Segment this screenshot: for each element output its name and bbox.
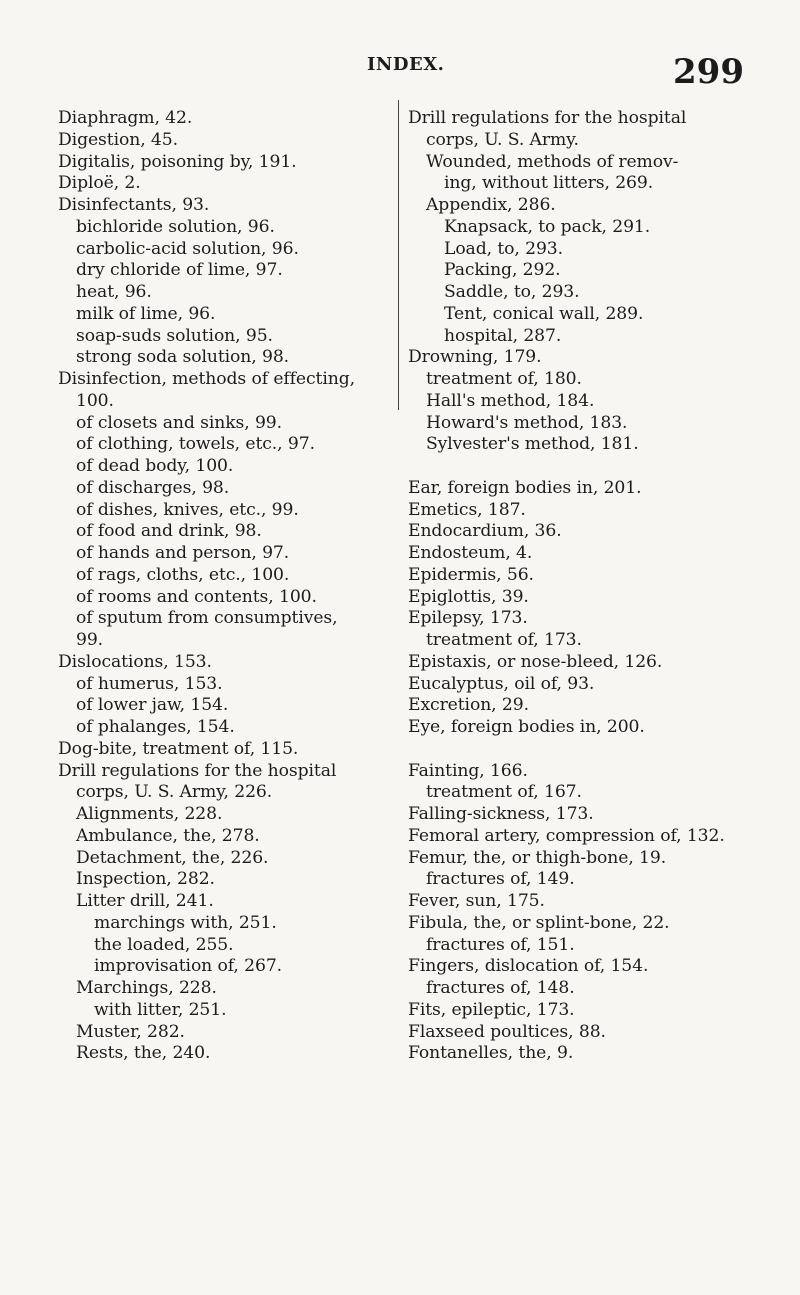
section-gap bbox=[408, 456, 748, 478]
index-entry: Epidermis, 56. bbox=[408, 564, 534, 585]
index-subentry: of dead body, 100. bbox=[76, 456, 234, 476]
index-entry: Fever, sun, 175. bbox=[408, 891, 545, 911]
index-subentry: dry chloride of lime, 97. bbox=[76, 260, 283, 281]
index-subentry: corps, U. S. Army, 226. bbox=[76, 782, 273, 803]
index-entry: Drill regulations for the hospital bbox=[408, 108, 687, 128]
index-subentry: of clothing, towels, etc., 97. bbox=[76, 434, 315, 455]
index-column-right bbox=[408, 108, 748, 1065]
index-subentry: milk of lime, 96. bbox=[76, 303, 216, 324]
index-entry: Digestion, 45. bbox=[58, 129, 178, 150]
index-subentry: of food and drink, 98. bbox=[76, 521, 262, 542]
index-subentry: Litter drill, 241. bbox=[76, 891, 214, 911]
index-subentry: treatment of, 167. bbox=[426, 782, 582, 803]
index-entry: Diploë, 2. bbox=[58, 173, 141, 194]
index-entry: Endocardium, 36. bbox=[408, 521, 562, 542]
index-subentry: Ambulance, the, 278. bbox=[76, 825, 260, 846]
index-subentry: Alignments, 228. bbox=[76, 804, 223, 824]
index-entry: Disinfectants, 93. bbox=[58, 195, 210, 215]
index-subentry: fractures of, 149. bbox=[426, 869, 575, 890]
index-subentry: 99. bbox=[76, 630, 104, 650]
index-subentry: of rags, cloths, etc., 100. bbox=[76, 564, 290, 585]
index-entry: Flaxseed poultices, 88. bbox=[408, 1021, 606, 1042]
index-subentry: of dishes, knives, etc., 99. bbox=[76, 499, 299, 520]
index-subentry: 100. bbox=[76, 390, 114, 411]
index-subentry: treatment of, 180. bbox=[426, 369, 582, 389]
index-subentry: Howard's method, 183. bbox=[426, 412, 628, 433]
index-column-left bbox=[58, 108, 406, 1065]
index-subentry: with litter, 251. bbox=[94, 999, 227, 1020]
index-entry: Digitalis, poisoning by, 191. bbox=[58, 151, 297, 172]
index-subentry: of sputum from consumptives, bbox=[76, 608, 338, 629]
index-subentry: fractures of, 151. bbox=[426, 934, 575, 955]
index-subentry: fractures of, 148. bbox=[426, 978, 575, 998]
index-subentry: Appendix, 286. bbox=[426, 195, 556, 215]
index-subentry: ing, without litters, 269. bbox=[444, 173, 654, 194]
index-subentry: Rests, the, 240. bbox=[76, 1043, 211, 1064]
index-entry: Fingers, dislocation of, 154. bbox=[408, 956, 649, 977]
page-number: 299 bbox=[673, 52, 744, 92]
index-entry: Epilepsy, 173. bbox=[408, 608, 528, 629]
index-entry: Fontanelles, the, 9. bbox=[408, 1043, 574, 1064]
index-entry: Drowning, 179. bbox=[408, 347, 542, 368]
index-subentry: of lower jaw, 154. bbox=[76, 695, 229, 716]
index-entry: Fits, epileptic, 173. bbox=[408, 999, 575, 1020]
index-entry: Femoral artery, compression of, 132. bbox=[408, 825, 725, 846]
index-subentry: Inspection, 282. bbox=[76, 869, 215, 890]
index-subentry: Load, to, 293. bbox=[444, 238, 563, 259]
index-entry: Emetics, 187. bbox=[408, 499, 526, 520]
index-subentry: of humerus, 153. bbox=[76, 673, 223, 694]
index-entry: Dislocations, 153. bbox=[58, 651, 212, 672]
index-subentry: Tent, conical wall, 289. bbox=[444, 303, 644, 324]
index-subentry: Detachment, the, 226. bbox=[76, 847, 269, 868]
index-entry: Epistaxis, or nose-bleed, 126. bbox=[408, 651, 663, 672]
index-entry: Excretion, 29. bbox=[408, 695, 529, 716]
index-subentry: soap-suds solution, 95. bbox=[76, 325, 273, 346]
running-head: INDEX. bbox=[367, 54, 445, 75]
index-subentry: heat, 96. bbox=[76, 282, 152, 302]
index-entry: Diaphragm, 42. bbox=[58, 108, 193, 128]
index-subentry: Marchings, 228. bbox=[76, 978, 217, 998]
index-subentry: Knapsack, to pack, 291. bbox=[444, 216, 651, 237]
index-entry: Epiglottis, 39. bbox=[408, 586, 529, 607]
index-subentry: of discharges, 98. bbox=[76, 477, 230, 498]
index-subentry: of closets and sinks, 99. bbox=[76, 412, 282, 433]
index-entry: Fainting, 166. bbox=[408, 760, 528, 781]
index-subentry: the loaded, 255. bbox=[94, 934, 234, 955]
index-subentry: Sylvester's method, 181. bbox=[426, 434, 639, 455]
index-entry: Dog-bite, treatment of, 115. bbox=[58, 738, 299, 759]
index-entry: Eucalyptus, oil of, 93. bbox=[408, 673, 595, 694]
index-entry: Eye, foreign bodies in, 200. bbox=[408, 717, 645, 737]
index-subentry: hospital, 287. bbox=[444, 325, 562, 346]
index-entry: Femur, the, or thigh-bone, 19. bbox=[408, 847, 667, 868]
index-subentry: of rooms and contents, 100. bbox=[76, 586, 317, 607]
index-entry: Ear, foreign bodies in, 201. bbox=[408, 477, 642, 498]
section-gap bbox=[408, 739, 748, 761]
index-subentry: marchings with, 251. bbox=[94, 912, 277, 933]
index-entry: Endosteum, 4. bbox=[408, 543, 533, 563]
index-subentry: of hands and person, 97. bbox=[76, 543, 290, 563]
index-subentry: Hall's method, 184. bbox=[426, 390, 595, 411]
index-subentry: Packing, 292. bbox=[444, 260, 561, 281]
index-subentry: Muster, 282. bbox=[76, 1021, 185, 1042]
page-header bbox=[0, 50, 800, 100]
index-entry: Drill regulations for the hospital bbox=[58, 760, 337, 781]
index-subentry: Wounded, methods of remov- bbox=[426, 151, 679, 172]
index-subentry: corps, U. S. Army. bbox=[426, 129, 579, 150]
index-entry: Fibula, the, or splint-bone, 22. bbox=[408, 912, 670, 933]
index-entry: Falling-sickness, 173. bbox=[408, 804, 594, 824]
index-subentry: Saddle, to, 293. bbox=[444, 282, 580, 302]
index-entry: Disinfection, methods of effecting, bbox=[58, 369, 355, 389]
index-subentry: strong soda solution, 98. bbox=[76, 347, 290, 368]
index-subentry: treatment of, 173. bbox=[426, 630, 582, 650]
index-subentry: bichloride solution, 96. bbox=[76, 216, 275, 237]
index-subentry: carbolic-acid solution, 96. bbox=[76, 238, 299, 259]
index-subentry: of phalanges, 154. bbox=[76, 717, 235, 737]
index-subentry: improvisation of, 267. bbox=[94, 956, 283, 977]
